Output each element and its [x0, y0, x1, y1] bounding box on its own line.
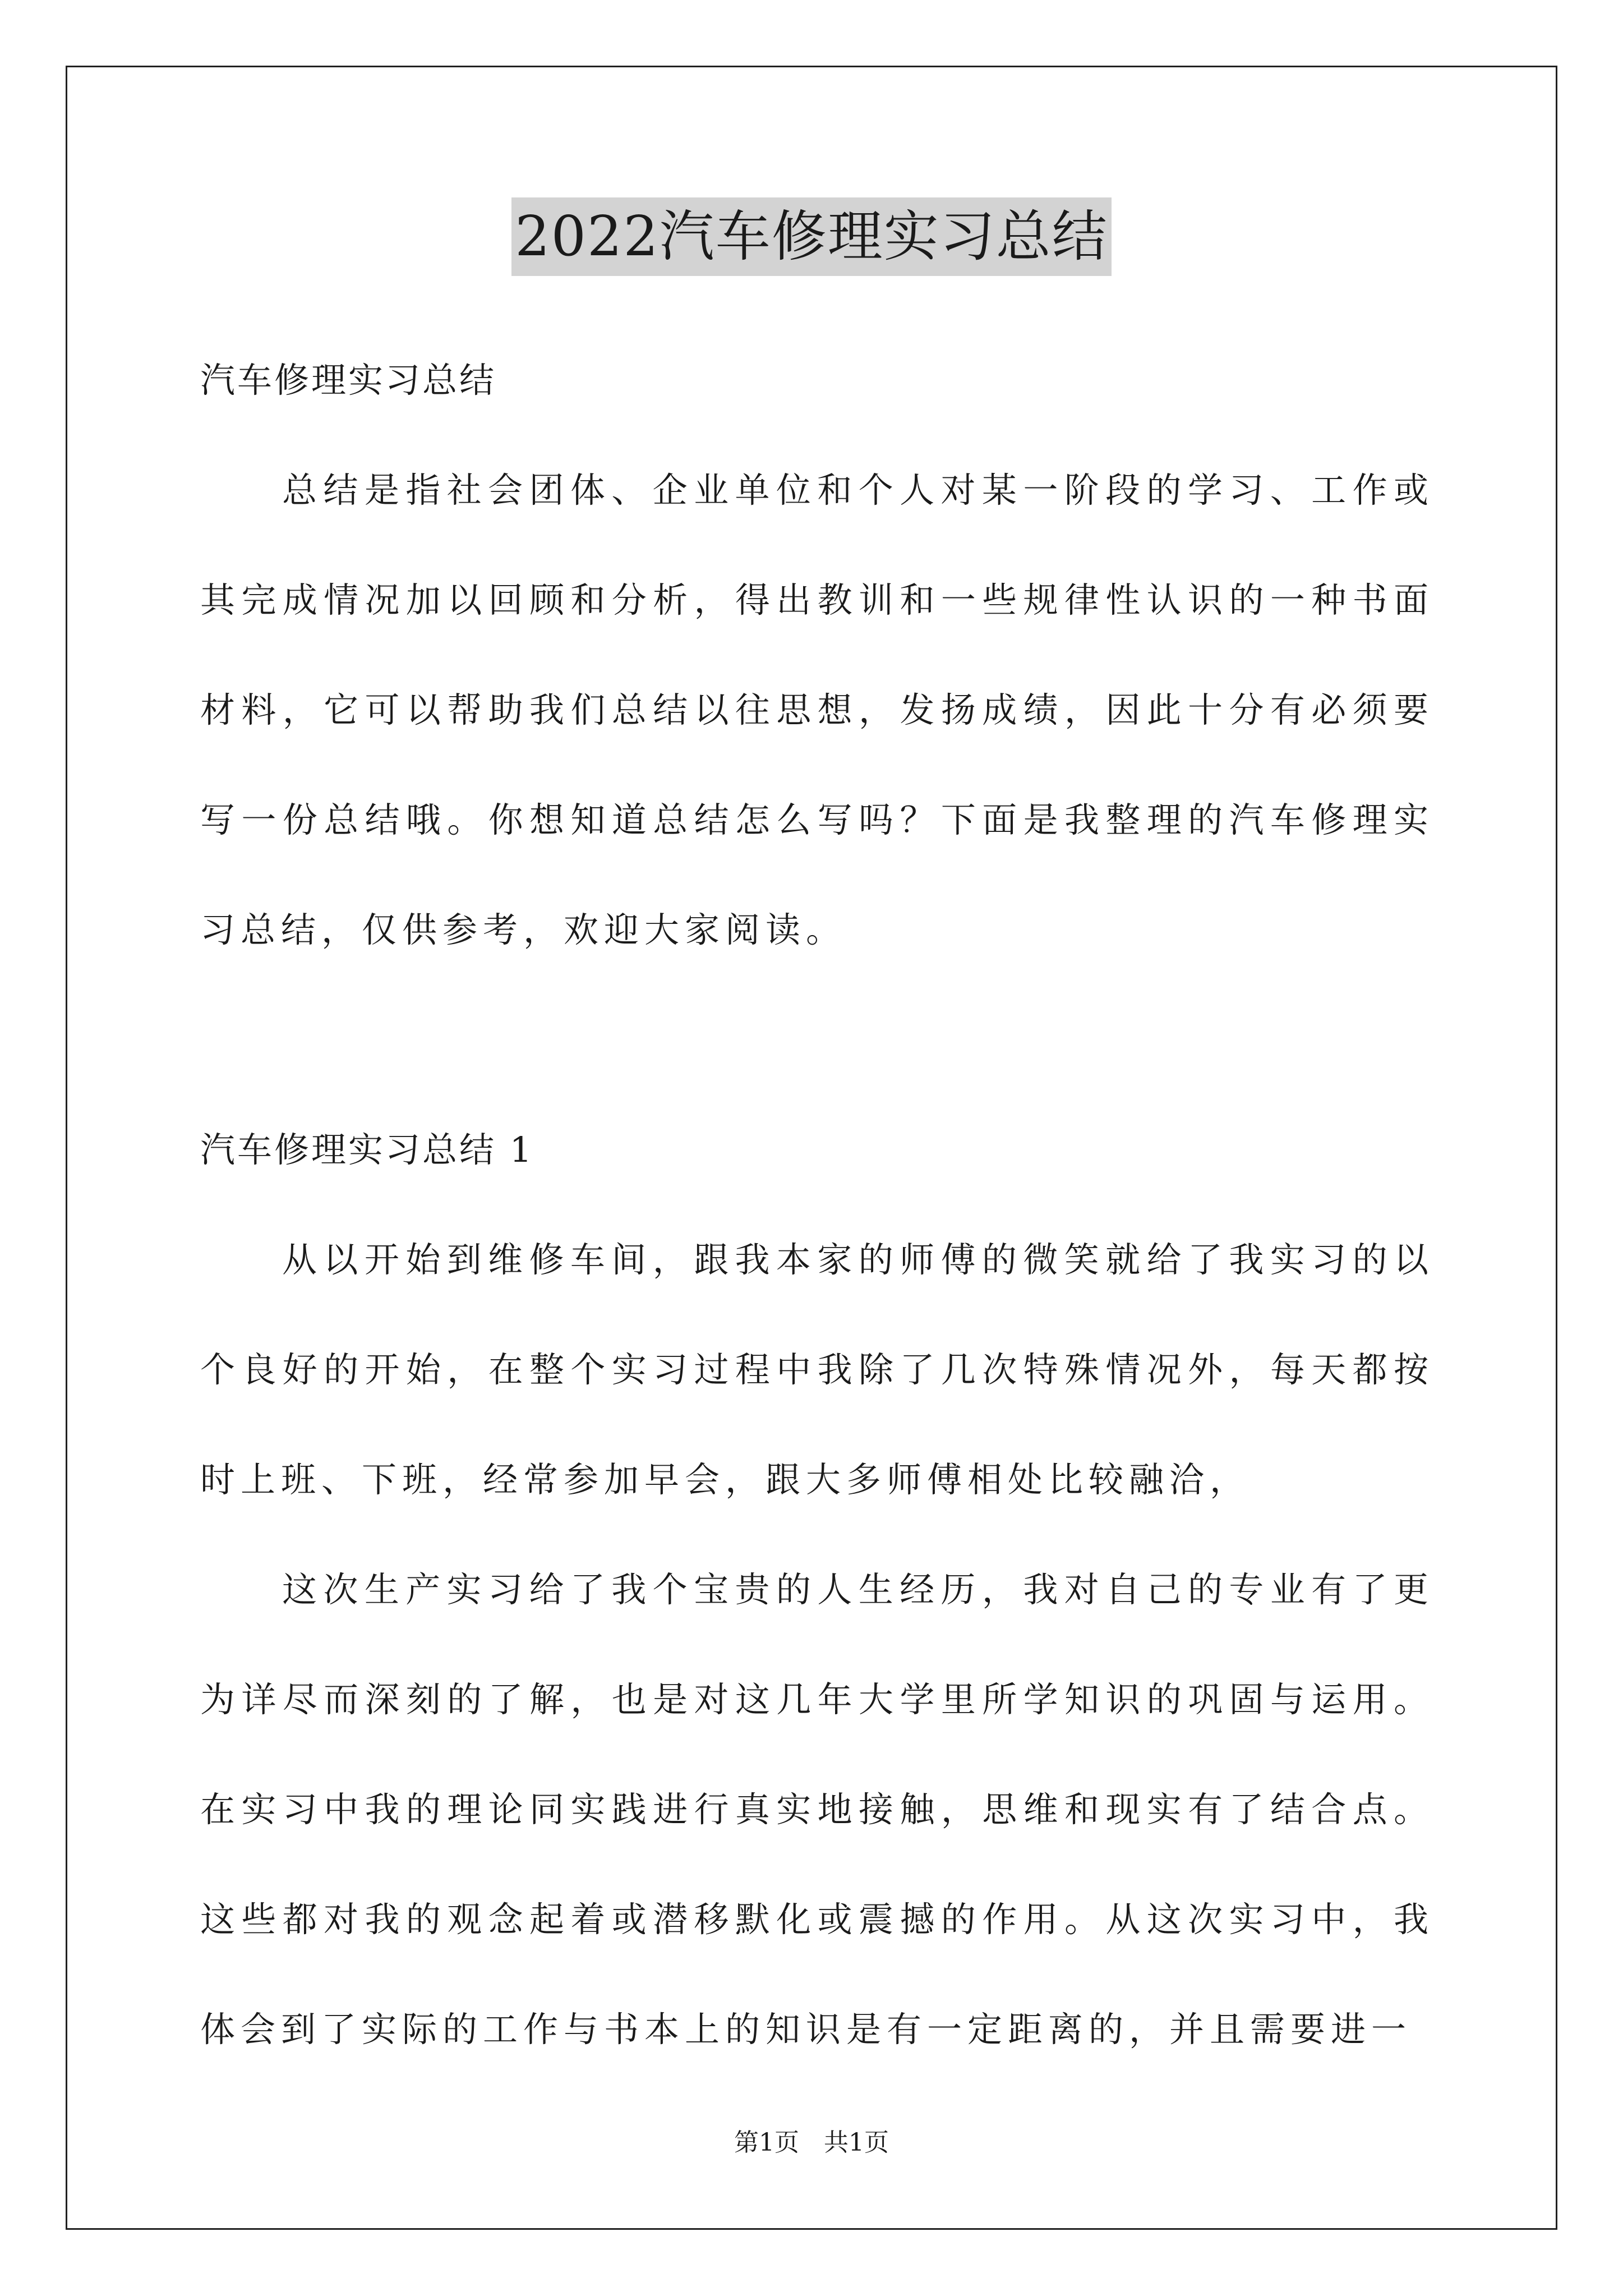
- paragraph-spacer: [200, 985, 1434, 1095]
- page-footer: 第1页 共1页: [734, 2128, 889, 2157]
- section-heading: 汽车修理实习总结 1: [200, 1129, 534, 1170]
- document-title: 2022汽车修理实习总结: [511, 197, 1111, 276]
- document-body: [200, 325, 1434, 2085]
- intro-paragraph: 总结是指社会团体、企业单位和个人对某一阶段的学习、工作或其完成情况加以回顾和分析，得出教训和一些规律性认识的一种书面材料，它可以帮助我们总结以往思想，发扬成绩，因此十分有必须要写一份总结哦。你想知道总结怎么写吗？下面是我整理的汽车修理实习总结，仅供参考，欢迎大家阅读。: [200, 470, 1434, 950]
- title-container: [0, 197, 1623, 276]
- section-paragraph-1: 从以开始到维修车间，跟我本家的师傅的微笑就给了我实习的以个良好的开始，在整个实习过程中我除了几次特殊情况外，每天都按时上班、下班，经常参加早会，跟大多师傅相处比较融洽，: [200, 1239, 1434, 1500]
- document-subtitle: 汽车修理实习总结: [200, 360, 497, 401]
- section-paragraph-2: 这次生产实习给了我个宝贵的人生经历，我对自己的专业有了更为详尽而深刻的了解，也是对这几年大学里所学知识的巩固与运用。在实习中我的理论同实践进行真实地接触，思维和现实有了结合点。这些都对我的观念起着或潜移默化或震撼的作用。从这次实习中，我体会到了实际的工作与书本上的知识是有一定距离的，并且需要进一: [200, 1569, 1434, 2050]
